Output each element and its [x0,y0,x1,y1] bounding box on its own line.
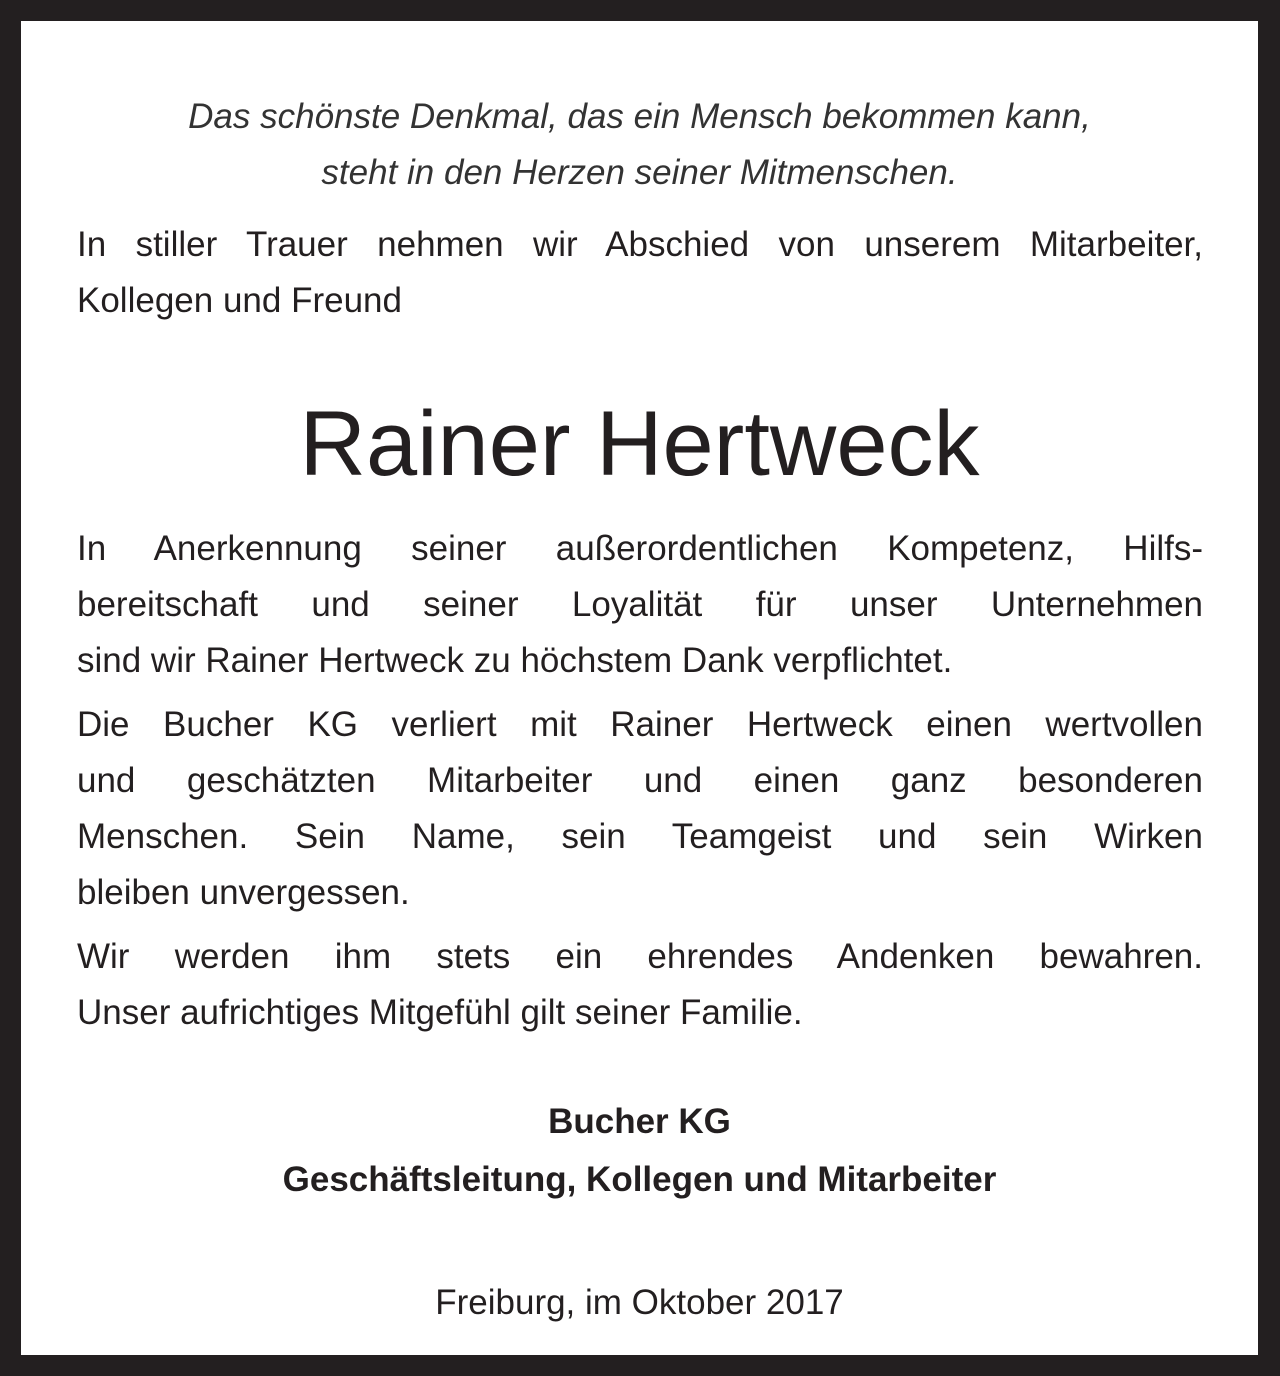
text-line: bereitschaft und seiner Loyalität für unser Unternehmen [77,585,1203,624]
tribute-text [77,521,1203,1049]
obituary-notice [21,21,1258,1355]
motto-quote [21,89,1258,201]
place-date: Freiburg, im Oktober 2017 [435,1283,844,1322]
intro-line: In stiller Trauer nehmen wir Abschied von unserem Mitarbeiter, [77,225,1203,264]
intro-text [77,217,1203,329]
intro-line: Kollegen und Freund [77,281,402,320]
text-line: Menschen. Sein Name, sein Teamgeist und sein Wirken [77,817,1203,856]
paragraph [77,521,1203,689]
signatories: Geschäftsleitung, Kollegen und Mitarbeiter [282,1160,997,1199]
text-line: und geschätzten Mitarbeiter und einen ganz besonderen [77,761,1203,800]
paragraph [77,697,1203,921]
text-line: sind wir Rainer Hertweck zu höchstem Dank verpflichtet. [77,641,953,680]
motto-line: steht in den Herzen seiner Mitmenschen. [321,153,958,192]
text-line: In Anerkennung seiner außerordentlichen Kompetenz, Hilfs- [77,529,1203,568]
text-line: Die Bucher KG verliert mit Rainer Hertweck einen wertvollen [77,705,1203,744]
text-line: bleiben unvergessen. [77,873,410,912]
signature [21,1093,1258,1209]
motto-line: Das schönste Denkmal, das ein Mensch bekommen kann, [188,97,1091,136]
text-line: Wir werden ihm stets ein ehrendes Andenken bewahren. [77,937,1203,976]
deceased-name: Rainer Hertweck [299,393,980,495]
text-line: Unser aufrichtiges Mitgefühl gilt seiner Familie. [77,993,803,1032]
paragraph [77,929,1203,1041]
company-name: Bucher KG [548,1102,731,1141]
